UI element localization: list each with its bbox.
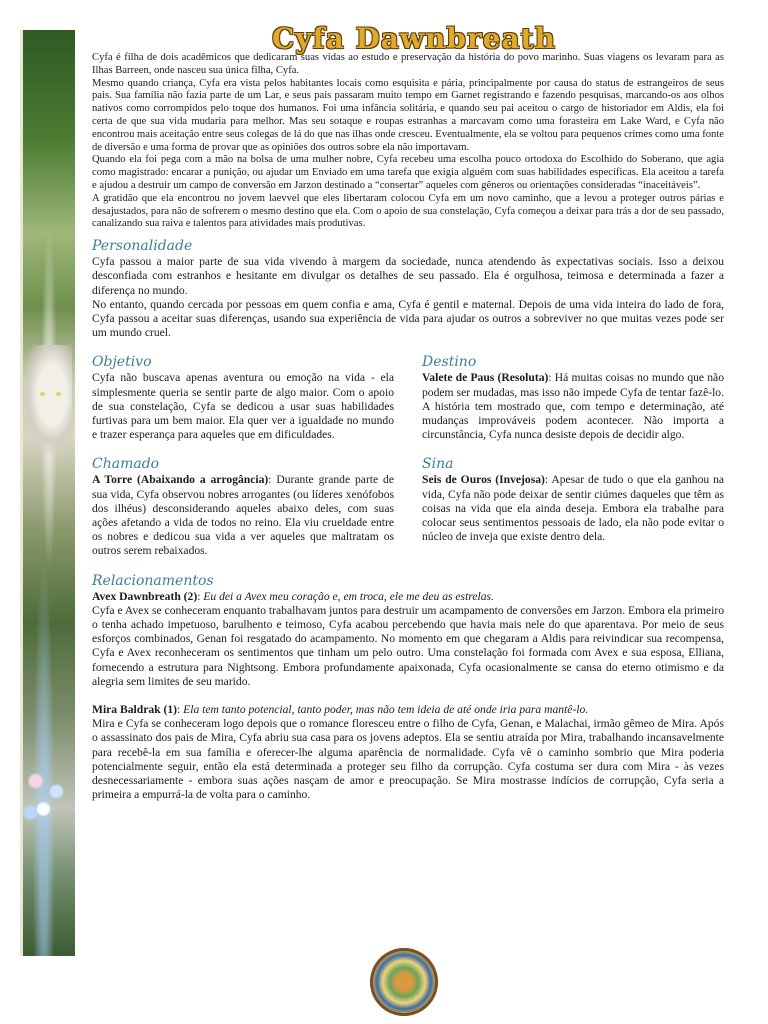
relationship-entry: Mira Baldrak (1): Ela tem tanto potencial, tanto poder, mas não tem ideia de até onde iria para mantê-lo. (92, 703, 589, 717)
section-heading: Sina (422, 456, 454, 473)
chamado-description: : Durante grande parte de sua vida, Cyfa observou nobres arrogantes (ou líderes xenófobos dos ilhéus) desconsiderando aqueles abaixo deles, com suas ações afetando a vida de todos no reino. Ela viu crueldade entre os nobres e dedicou sua vida a ver aqueles que maltratam os outros serem rebaixados. (92, 473, 394, 558)
personalidade-section (92, 238, 724, 340)
two-column-section (92, 354, 724, 558)
left-column (92, 354, 394, 558)
section-heading: Destino (422, 354, 477, 371)
section-heading: Objetivo (92, 354, 152, 371)
relationship-text: Cyfa e Avex se conheceram enquanto trabalhavam juntos para destruir um acampamento de conversões em Jarzon. Embora ela primeiro o tenha achado impetuoso, barulhento e teimoso, Cyfa acabou percebendo que havia mais nele do que aparentava. Por meio de seus esforços combinados, Genan foi resgatado do acampamento. No momento em que chegaram a Aldis para reivindicar sua recompensa, Cyfa e Avex reconheceram os sentimentos que tinham um pelo outro. Uma constelação foi formada com Avex e sua esposa, Elliana, fornecendo a estrutura para Nightsong. Embora profundamente apaixonada, Cyfa ocasionalmente se cansa do eterno otimismo e da alegria sem limites de seu marido. (92, 603, 724, 688)
intro-section (92, 52, 724, 231)
decorative-medallion-icon (370, 948, 438, 1016)
flowers-image (20, 760, 72, 830)
relationship-quote: Eu dei a Avex meu coração e, em troca, ele me deu as estrelas. (203, 589, 494, 603)
intro-paragraph: Cyfa é filha de dois acadêmicos que dedicaram suas vidas ao estudo e preservação da história do povo marinho. Suas viagens os levaram para as Ilhas Barreen, onde nasceu sua única filha, Cyfa. (92, 52, 724, 76)
white-wolf-image (22, 345, 72, 455)
intro-paragraph: A gratidão que ela encontrou no jovem laevvel que eles libertaram colocou Cyfa em um novo caminho, que a levou a proteger outros párias e desajustados, para não de sofrerem o mesmo destino que ela. Com o apoio de sua constelação, Cyfa começou a deixar para trás a dor de seu passado, canalizando sua raiva e talentos para atividades mais produtivas. (92, 192, 724, 230)
page-title: Cyfa Dawnbreath (272, 22, 556, 55)
section-heading: Personalidade (92, 238, 193, 255)
relacionamentos-section (92, 573, 724, 803)
section-heading: Relacionamentos (92, 572, 214, 589)
sina-description: : Apesar de tudo o que ela ganhou na vida, Cyfa não pode deixar de sentir ciúmes daqueles que têm as coisas na vida que ela ainda deseja. Embora ela trabalhe para colocar seus sentimentos pessoais de lado, ela não pode evitar o núcleo de inveja que existe dentro dela. (422, 473, 725, 544)
objetivo-text: Cyfa não buscava apenas aventura ou emoção na vida - ela simplesmente queria se sentir parte de algo maior. Com o apoio de sua constelação, Cyfa se dedicou a usar suas habilidades furtivas para um bem maior. Ela quer ver a igualdade no mundo e trazer esperança para aqueles que em dificuldades. (92, 371, 394, 442)
tarot-card-name: Valete de Paus (Resoluta) (422, 371, 549, 385)
tarot-card-name: Seis de Ouros (Invejosa) (422, 473, 545, 487)
relationship-name: Avex Dawnbreath (2) (92, 589, 198, 603)
tarot-card-name: A Torre (Abaixando a arrogância) (92, 473, 269, 487)
personalidade-paragraph: No entanto, quando cercada por pessoas em quem confia e ama, Cyfa é gentil e maternal. Depois de uma vida inteira do lado de fora, Cyfa passou a aceitar suas diferenças, usando sua experiência de vida para ajudar os outros a sobreviver no que muitas vezes pode ser um mundo cruel. (92, 297, 724, 340)
wolf-eye-icon (56, 392, 61, 396)
wolf-eye-icon (40, 392, 45, 396)
section-heading: Chamado (92, 456, 160, 473)
right-column (422, 354, 724, 558)
relationship-name: Mira Baldrak (1) (92, 703, 178, 717)
intro-paragraph: Quando ela foi pega com a mão na bolsa de uma mulher nobre, Cyfa recebeu uma escolha pouco ortodoxa do Escolhido do Soberano, que agia como magistrado: encarar a punição, ou ajudar um Enviado em uma tarefa que exigia alguém com suas habilidades específicas. Ela aceitou a tarefa e ajudou a destruir um campo de conversão em Jarzon destinado a “consertar” aqueles com gêneros ou orientações consideradas “inaceitáveis”. (92, 154, 724, 191)
intro-paragraph: Mesmo quando criança, Cyfa era vista pelos habitantes locais como esquisita e pária, principalmente por causa do status de estrangeiros de seus pais. Sua família não fazia parte de um Lar, e seus pais passaram muito tempo em Garnet registrando e fazendo pesquisas, marcando-os aos olhos nativos como corrompidos pelo toque dos humanos. Foi uma infância solitária, e quando seu pai aceitou o cargo de historiador em Aldis, ela foi certa de que sua vida mudaria para melhor. Mas seu sotaque e roupas estranhas a marcavam como uma forasteira em Lake Ward, e Cyfa não encontrou mais aceitação entre seus colegas de lá do que nas ilhas onde cresceu. Eventualmente, ela se voltou para pequenos crimes como uma fonte de diversão e uma forma de provar que as opiniões dos outros sobre ela não importavam. (92, 77, 724, 153)
relationship-quote: Ela tem tanto potencial, tanto poder, mas não tem ideia de até onde iria para mantê-lo. (183, 703, 589, 717)
relationship-entry: Avex Dawnbreath (2): Eu dei a Avex meu coração e, em troca, ele me deu as estrelas. (92, 589, 494, 603)
destino-text (422, 371, 724, 442)
destino-description: : Há muitas coisas no mundo que não podem ser mudadas, mas isso não impede Cyfa de tentar fazê-lo. A história tem mostrado que, com tempo e determinação, até mudanças improváveis podem acontecer. Não importa a circunstância, Cyfa nunca desiste depois de decidir algo. (422, 371, 724, 442)
main-content (92, 52, 724, 802)
personalidade-paragraph: Cyfa passou a maior parte de sua vida vivendo à margem da sociedade, nunca atendendo às expectativas sociais. Isso a deixou desconfiada com estranhos e hesitante em divulgar os detalhes de seu passado. Ela é orgulhosa, teimosa e determinada a fazer a diferença no mundo. (92, 255, 724, 297)
relationship-text: Mira e Cyfa se conheceram logo depois que o romance floresceu entre o filho de Cyfa, Genan, e Malachai, irmão gêmeo de Mira. Após o assassinato dos pais de Mira, Cyfa abriu sua casa para os jovens adeptos. Ela se sentiu atraída por Mira, trabalhando incansavelmente para recebê-la em sua família e oferecer-lhe alguma aparência de normalidade. Cyfa vê o caminho sombrio que Mira poderia potencialmente seguir, então ela está determinada a proteger seu filho da corrupção. Cyfa costuma ser dura com Mira - às vezes desnecessariamente - embora suas ações nasçam de amor e preocupação. Se Mira mostrasse indícios de corrupção, Cyfa seria a primeira a empurrá-la de volta para o caminho. (92, 717, 724, 802)
sina-text (422, 473, 724, 544)
chamado-text (92, 473, 394, 558)
